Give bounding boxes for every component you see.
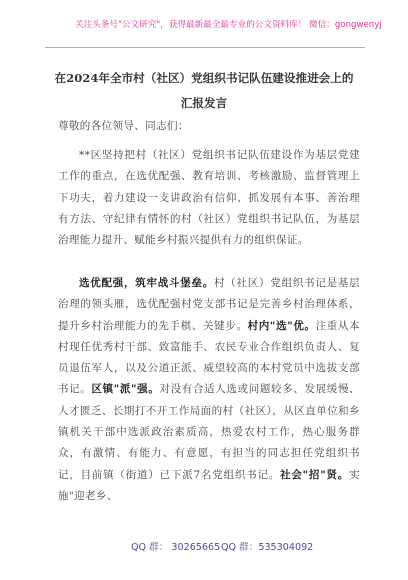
section-heading: 选优配强，筑牢战斗堡垒。 bbox=[79, 277, 215, 289]
subheading-village: 村内"选"优。 bbox=[247, 319, 316, 332]
banner-divider bbox=[45, 47, 365, 48]
salutation: 尊敬的各位领导、同志们： bbox=[58, 120, 189, 132]
document-title: 在2024年全市村（社区）党组织书记队伍建设推进会上的 bbox=[54, 71, 354, 85]
banner-text: 关注头条号"公文研究"，获得最新最全最专业的公文资料库！ 微信：gongwenyj bbox=[75, 20, 382, 30]
footer-qq-group-2: QQ 群：535304092 bbox=[221, 542, 314, 553]
footer bbox=[0, 536, 408, 556]
intro-paragraph: **区坚持把村（社区）党组织书记队伍建设作为基层党建工作的重点，在选优配强、教育培训、考核激励、监督管理上下功夫，着力建设一支讲政治有信仰、抓发展有本事、善治理有方法、守纪律有情怀的村（社区）党组织书记队伍，为基层治理能力提升、赋能乡村振兴提供有力的组织保证。 bbox=[58, 149, 360, 247]
section-paragraph bbox=[58, 273, 360, 507]
paragraph-text: 实施"迎老乡、 bbox=[58, 468, 360, 502]
footer-qq-group-1: QQ 群： 30265665 bbox=[131, 542, 221, 553]
subheading-district: 区镇"派"强。 bbox=[91, 383, 160, 396]
paragraph-text: 村（社区）党组织书记是基层治理的领头雁，选优配强村党支部书记是完善乡村治理体系，提升乡村治理能力的先手棋、关键步。 bbox=[58, 277, 360, 332]
paragraph-text: 注重从本村现任优秀村干部、致富能手、农民专业合作组织负责人、复员退伍军人，以及公道正派、威望较高的本村党员中选拔支部书记。 bbox=[58, 319, 360, 396]
paragraph-text: 对没有合适人选或问题较多、发展缓慢、人才匮乏、长期打不开工作局面的村（社区），从区直单位和乡镇机关干部中选派政治素质高，热爱农村工作，热心服务群众，有激情、有能力、有意愿，有担当的同志担任党组织书记，目前镇（街道）已下派7名党组织书记。 bbox=[58, 383, 360, 481]
document-title-line2: 汇报发言 bbox=[180, 96, 228, 110]
subheading-society: 社会"招"贤。 bbox=[280, 468, 350, 481]
header-banner bbox=[0, 14, 408, 38]
